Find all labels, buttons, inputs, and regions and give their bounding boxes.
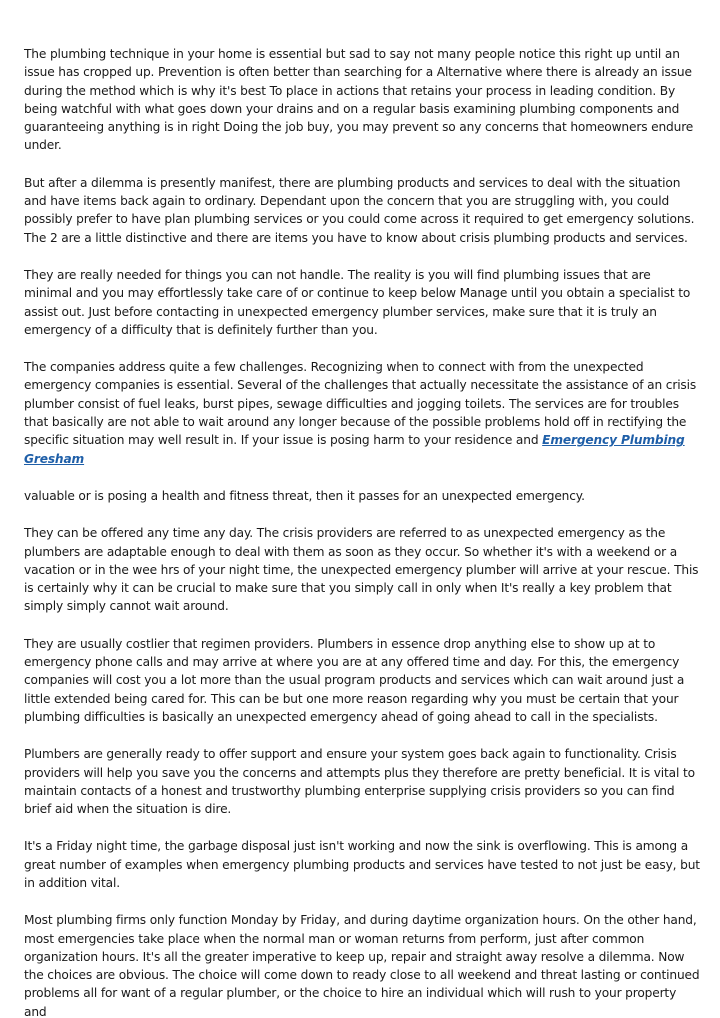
paragraph-7: They are usually costlier that regimen providers. Plumbers in essence drop anything else to show up at to emergency phone calls and may arrive at where you are at any offered time and day. For this, the emergency companies will cost you a lot more than the usual program products and services which can wait around just a little extended being cared for. This can be but one more reason regarding why you must be certain that your plumbing difficulties is basically an unexpected emergency ahead of going ahead to call in the specialists. (24, 636, 685, 724)
paragraph-8: Plumbers are generally ready to offer support and ensure your system goes back again to functionality. Crisis providers will help you save you the concerns and attempts plus they therefore are pretty beneficial. It is vital to maintain contacts of a honest and trustworthy plumbing enterprise supplying crisis providers so you can find brief aid when the situation is dire. (24, 747, 695, 817)
article-body (24, 45, 700, 1018)
paragraph-4 (24, 358, 700, 468)
emergency-plumbing-link[interactable]: Emergency Plumbing Gresham (24, 433, 685, 466)
paragraph-10: Most plumbing firms only function Monday by Friday, and during daytime organization hours. On the other hand, most emergencies take place when the normal man or woman returns from perform, just after common organization hours. It's all the greater imperative to keep up, repair and straight away resolve a dilemma. Now the choices are obvious. The choice will come down to ready close to all weekend and threat lasting or continued problems all for want of a regular plumber, or the choice to hire an individual which will rush to your property and (24, 913, 700, 1018)
paragraph-1: The plumbing technique in your home is essential but sad to say not many people notice this right up until an issue has cropped up. Prevention is often better than searching for a Alternative where there is already an issue during the method which is why it's best To place in actions that retains your process in leading condition. By being watchful with what goes down your drains and on a regular basis examining plumbing components and guaranteeing anything is in right Doing the job buy, you may prevent so any concerns that homeowners endure under. (24, 47, 694, 153)
paragraph-5: valuable or is posing a health and fitness threat, then it passes for an unexpected emergency. (24, 488, 585, 503)
paragraph-9: It's a Friday night time, the garbage disposal just isn't working and now the sink is overflowing. This is among a great number of examples when emergency plumbing products and services have tested to not just be easy, but in addition vital. (24, 839, 700, 890)
paragraph-6: They can be offered any time any day. The crisis providers are referred to as unexpected emergency as the plumbers are adaptable enough to deal with them as soon as they occur. So whether it's with a weekend or a vacation or in the wee hrs of your night time, the unexpected emergency plumber will arrive at your rescue. This is certainly why it can be crucial to make sure that you simply call in only when It's really a key problem that simply simply cannot wait around. (24, 526, 699, 614)
paragraph-3: They are really needed for things you can not handle. The reality is you will find plumbing issues that are minimal and you may effortlessly take care of or continue to keep below Manage until you obtain a specialist to assist out. Just before contacting in unexpected emergency plumber services, make sure that it is truly an emergency of a difficulty that is definitely further than you. (24, 267, 691, 337)
paragraph-2: But after a dilemma is presently manifest, there are plumbing products and services to deal with the situation and have items back again to ordinary. Dependant upon the concern that you are struggling with, you could possibly prefer to have plan plumbing services or you could come across it required to get emergency solutions. The 2 are a little distinctive and there are items you have to know about crisis plumbing products and services. (24, 175, 695, 245)
paragraph-4-text: The companies address quite a few challenges. Recognizing when to connect with from the unexpected emergency companies is essential. Several of the challenges that actually necessitate the assistance of an crisis plumber consist of fuel leaks, burst pipes, sewage difficulties and jogging toilets. The services are for troubles that basically are not able to wait around any longer because of the possible problems hold off in rectifying the specific situation may well result in. If your issue is posing harm to your residence and (24, 360, 697, 448)
